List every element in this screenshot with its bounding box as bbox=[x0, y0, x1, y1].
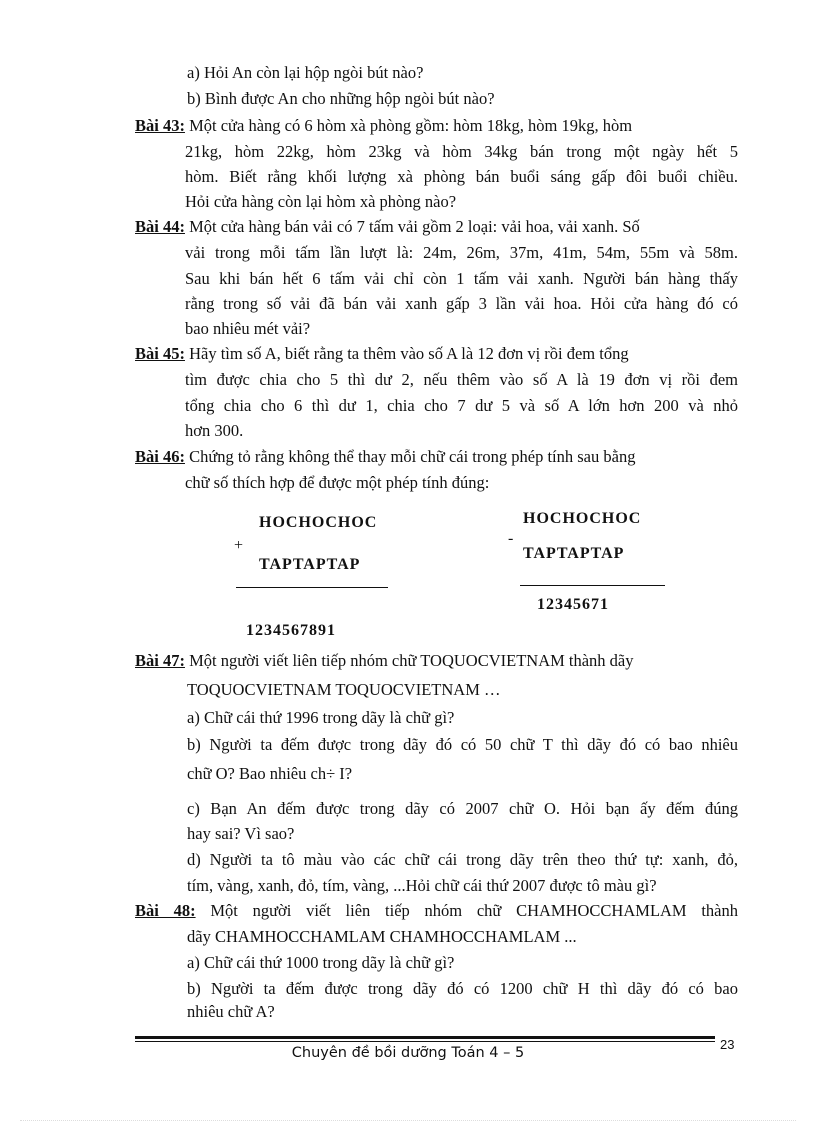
exercise-45 bbox=[135, 343, 738, 365]
exercise-44-line-1: Một cửa hàng bán vải có 7 tấm vải gồm 2 loại: vải hoa, vải xanh. Số bbox=[189, 217, 640, 236]
subtraction-bottom-operand: TAPTAPTAP bbox=[523, 545, 625, 562]
exercise-44-line-5: bao nhiêu mét vải? bbox=[185, 319, 311, 338]
exercise-47-part-d: d) Người ta tô màu vào các chữ cái trong dãy trên theo thứ tự: xanh, đỏ, bbox=[187, 850, 738, 869]
exercise-44 bbox=[135, 216, 738, 238]
exercise-47-part-d-cont: tím, vàng, xanh, đỏ, tím, vàng, ...Hỏi chữ cái thứ 2007 được tô màu gì? bbox=[187, 876, 657, 895]
exercise-43-line-2: 21kg, hòm 22kg, hòm 23kg và hòm 34kg bán trong một ngày hết 5 bbox=[185, 142, 738, 161]
exercise-43-line-4: Hỏi cửa hàng còn lại hòm xà phòng nào? bbox=[185, 192, 457, 211]
minus-sign: - bbox=[508, 530, 515, 547]
exercise-44-line-3: Sau khi bán hết 6 tấm vải chỉ còn 1 tấm vải xanh. Người bán hàng thấy bbox=[185, 269, 738, 288]
exercise-43-label: Bài 43: bbox=[135, 116, 185, 135]
exercise-44-label: Bài 44: bbox=[135, 217, 185, 236]
addition-result: 1234567891 bbox=[246, 622, 336, 639]
exercise-48-part-a: a) Chữ cái thứ 1000 trong dãy là chữ gì? bbox=[187, 953, 455, 972]
exercise-47-part-c: c) Bạn An đếm được trong dãy có 2007 chữ O. Hỏi bạn ấy đếm đúng bbox=[187, 799, 738, 818]
exercise-47-part-a: a) Chữ cái thứ 1996 trong dãy là chữ gì? bbox=[187, 708, 455, 727]
page-number: 23 bbox=[720, 1037, 735, 1052]
exercise-48 bbox=[135, 900, 738, 922]
exercise-45-label: Bài 45: bbox=[135, 344, 185, 363]
exercise-48-line-2: dãy CHAMHOCCHAMLAM CHAMHOCCHAMLAM ... bbox=[187, 927, 577, 946]
exercise-46 bbox=[135, 446, 738, 468]
addition-top-operand: HOCHOCHOC bbox=[259, 514, 378, 531]
exercise-46-line-1: Chứng tỏ rằng không thể thay mỗi chữ cái trong phép tính sau bằng bbox=[189, 447, 636, 466]
exercise-47-label: Bài 47: bbox=[135, 651, 185, 670]
exercise-47 bbox=[135, 650, 738, 672]
exercise-48-part-b: b) Người ta đếm được trong dãy đó có 1200 chữ H thì dãy đó có bao bbox=[187, 979, 738, 998]
footer-rule bbox=[135, 1036, 715, 1042]
addition-bottom-operand: TAPTAPTAP bbox=[259, 556, 361, 573]
exercise-47-line-2: TOQUOCVIETNAM TOQUOCVIETNAM … bbox=[187, 680, 501, 699]
subtraction-top-operand: HOCHOCHOC bbox=[523, 510, 642, 527]
exercise-43 bbox=[135, 115, 738, 137]
exercise-46-line-2: chữ số thích hợp để được một phép tính đúng: bbox=[185, 473, 490, 492]
exercise-48-part-b-cont: nhiêu chữ A? bbox=[187, 1002, 275, 1021]
footer-title: Chuyên đề bồi dưỡng Toán 4 – 5 bbox=[291, 1045, 525, 1061]
exercise-47-line-1: Một người viết liên tiếp nhóm chữ TOQUOCVIETNAM thành dãy bbox=[189, 651, 634, 670]
subtraction-result: 12345671 bbox=[537, 596, 609, 613]
exercise-42-part-a: a) Hỏi An còn lại hộp ngòi bút nào? bbox=[187, 63, 424, 82]
exercise-45-line-1: Hãy tìm số A, biết rằng ta thêm vào số A là 12 đơn vị rồi đem tổng bbox=[189, 344, 629, 363]
exercise-43-line-3: hòm. Biết rằng khối lượng xà phòng bán buổi sáng gấp đôi buổi chiều. bbox=[185, 167, 738, 186]
subtraction-rule bbox=[520, 585, 665, 586]
exercise-42-part-b: b) Bình được An cho những hộp ngòi bút nào? bbox=[187, 89, 495, 108]
exercise-44-line-4: rằng trong số vải đã bán vải xanh gấp 3 lần vải hoa. Hỏi cửa hàng đó có bbox=[185, 294, 738, 313]
exercise-45-line-3: tổng chia cho 6 thì dư 1, chia cho 7 dư 5 và số A lớn hơn 200 và nhỏ bbox=[185, 396, 738, 415]
exercise-47-part-b-cont: chữ O? Bao nhiêu ch÷ I? bbox=[187, 764, 353, 783]
addition-rule bbox=[236, 587, 388, 588]
exercise-47-part-b: b) Người ta đếm được trong dãy đó có 50 chữ T thì dãy đó có bao nhiêu bbox=[187, 735, 738, 754]
page-bottom-border bbox=[20, 1120, 796, 1121]
exercise-43-line-1: Một cửa hàng có 6 hòm xà phòng gồm: hòm 18kg, hòm 19kg, hòm bbox=[189, 116, 633, 135]
exercise-48-line-1: Một người viết liên tiếp nhóm chữ CHAMHOCCHAMLAM thành bbox=[210, 901, 739, 920]
exercise-46-label: Bài 46: bbox=[135, 447, 185, 466]
exercise-45-line-2: tìm được chia cho 5 thì dư 2, nếu thêm vào số A là 19 đơn vị rồi đem bbox=[185, 370, 738, 389]
plus-sign: + bbox=[234, 537, 245, 554]
exercise-47-part-c-cont: hay sai? Vì sao? bbox=[187, 824, 295, 843]
exercise-44-line-2: vải trong mỗi tấm lần lượt là: 24m, 26m, 37m, 41m, 54m, 55m và 58m. bbox=[185, 243, 738, 262]
exercise-45-line-4: hơn 300. bbox=[185, 421, 244, 440]
exercise-48-label: Bài 48: bbox=[135, 901, 196, 920]
